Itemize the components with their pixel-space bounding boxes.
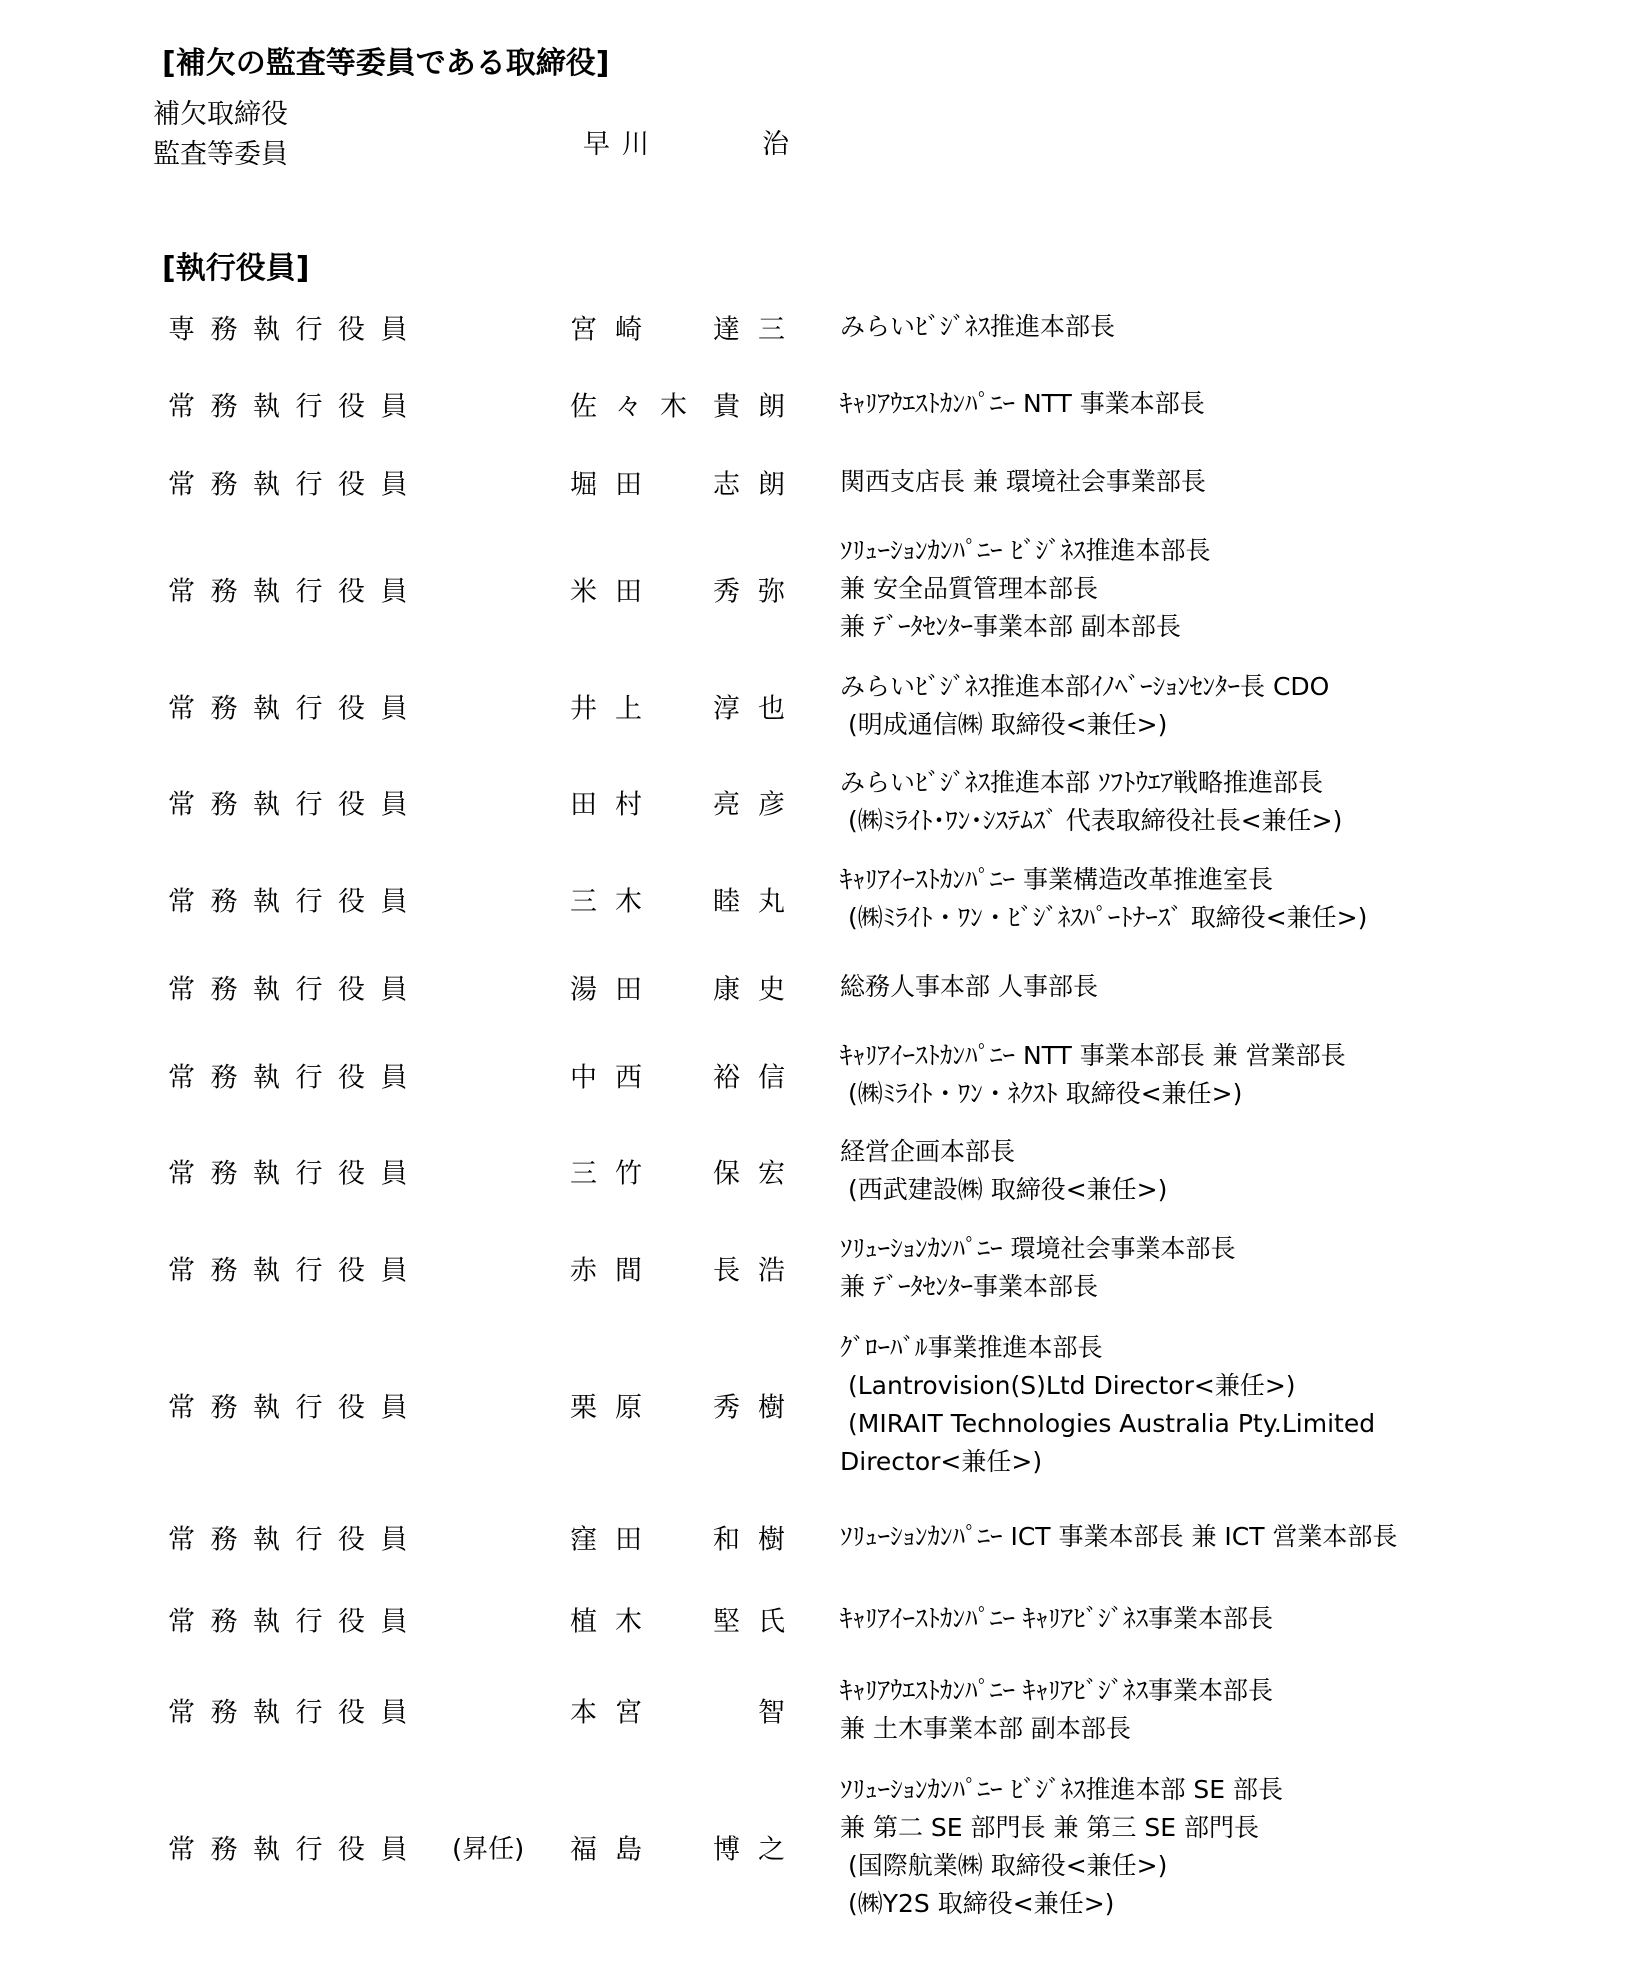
officer-first-name: 智 <box>758 1697 803 1729</box>
officer-first-name: 裕信 <box>713 1062 803 1094</box>
position-line: ｷｬﾘｱｲｰｽﾄｶﾝﾊﾟﾆｰ ｷｬﾘｱﾋﾞｼﾞﾈｽ事業本部長 <box>840 1604 1273 1633</box>
position-line: Director<兼任>) <box>840 1447 1043 1476</box>
officer-title: 常務執行役員 <box>168 1062 423 1094</box>
officer-title: 常務執行役員 <box>168 886 423 918</box>
officer-first-name: 秀樹 <box>713 1392 803 1424</box>
officer-first-name: 堅氏 <box>713 1606 803 1638</box>
officer-first-name: 睦丸 <box>713 886 803 918</box>
position-line: (㈱ﾐﾗｲﾄ・ﾜﾝ・ﾈｸｽﾄ 取締役<兼任>) <box>848 1079 1243 1108</box>
officer-first-name: 志朗 <box>713 469 803 501</box>
position-line: ｸﾞﾛｰﾊﾞﾙ事業推進本部長 <box>840 1333 1103 1362</box>
officer-title: 常務執行役員 <box>168 1524 423 1556</box>
position-line: (Lantrovision(S)Ltd Director<兼任>) <box>848 1371 1296 1400</box>
officer-first-name: 淳也 <box>713 693 803 725</box>
officer-first-name: 和樹 <box>713 1524 803 1556</box>
officer-title: 常務執行役員 <box>168 1158 423 1190</box>
position-line: (MIRAIT Technologies Australia Pty.Limited <box>848 1409 1376 1438</box>
officer-last-name: 米田 <box>570 576 660 608</box>
position-line: 関西支店長 兼 環境社会事業部長 <box>840 467 1206 496</box>
position-line: 兼 ﾃﾞｰﾀｾﾝﾀｰ事業本部長 <box>840 1272 1098 1301</box>
substitute-section-heading: [補欠の監査等委員である取締役] <box>162 46 610 81</box>
officer-last-name: 赤間 <box>570 1255 660 1287</box>
position-line: ｷｬﾘｱｲｰｽﾄｶﾝﾊﾟﾆｰ 事業構造改革推進室長 <box>840 865 1273 894</box>
substitute-role <box>153 95 288 175</box>
officer-positions <box>840 1133 1167 1209</box>
officer-last-name: 中西 <box>570 1062 660 1094</box>
officer-title: 専務執行役員 <box>168 314 423 346</box>
promotion-label: (昇任) <box>452 1834 525 1865</box>
position-line: ｿﾘｭｰｼｮﾝｶﾝﾊﾟﾆｰ 環境社会事業本部長 <box>840 1234 1236 1263</box>
officer-first-name: 博之 <box>713 1834 803 1866</box>
officer-first-name: 保宏 <box>713 1158 803 1190</box>
substitute-first-name: 治 <box>762 129 789 160</box>
substitute-role-line2: 監査等委員 <box>153 139 288 170</box>
officer-title: 常務執行役員 <box>168 1255 423 1287</box>
officer-positions <box>840 1518 1397 1556</box>
position-line: 経営企画本部長 <box>840 1137 1016 1166</box>
officer-positions <box>840 1037 1346 1113</box>
position-line: (西武建設㈱ 取締役<兼任>) <box>848 1175 1168 1204</box>
officer-positions <box>840 668 1329 744</box>
position-line: ｷｬﾘｱｲｰｽﾄｶﾝﾊﾟﾆｰ NTT 事業本部長 兼 営業部長 <box>840 1041 1346 1070</box>
officer-positions <box>840 532 1210 646</box>
officer-first-name: 康史 <box>713 974 803 1006</box>
position-line: (国際航業㈱ 取締役<兼任>) <box>848 1851 1168 1880</box>
position-line: みらいﾋﾞｼﾞﾈｽ推進本部 ｿﾌﾄｳｴｱ戦略推進部長 <box>840 768 1323 797</box>
officer-positions <box>840 764 1342 840</box>
position-line: ｿﾘｭｰｼｮﾝｶﾝﾊﾟﾆｰ ﾋﾞｼﾞﾈｽ推進本部長 <box>840 536 1211 565</box>
position-line: ｷｬﾘｱｳｴｽﾄｶﾝﾊﾟﾆｰ NTT 事業本部長 <box>840 389 1205 418</box>
position-line: ｿﾘｭｰｼｮﾝｶﾝﾊﾟﾆｰ ﾋﾞｼﾞﾈｽ推進本部 SE 部長 <box>840 1775 1284 1804</box>
position-line: ｿﾘｭｰｼｮﾝｶﾝﾊﾟﾆｰ ICT 事業本部長 兼 ICT 営業本部長 <box>840 1522 1398 1551</box>
position-line: ｷｬﾘｱｳｴｽﾄｶﾝﾊﾟﾆｰ ｷｬﾘｱﾋﾞｼﾞﾈｽ事業本部長 <box>840 1676 1273 1705</box>
position-line: 兼 ﾃﾞｰﾀｾﾝﾀｰ事業本部 副本部長 <box>840 612 1181 641</box>
officer-last-name: 福島 <box>570 1834 660 1866</box>
officer-title: 常務執行役員 <box>168 1834 423 1866</box>
officer-positions <box>840 1771 1283 1923</box>
officer-last-name: 佐々木 <box>570 391 705 423</box>
position-line: 総務人事本部 人事部長 <box>840 972 1098 1001</box>
officer-last-name: 宮崎 <box>570 314 660 346</box>
officer-last-name: 窪田 <box>570 1524 660 1556</box>
officer-positions <box>840 385 1205 423</box>
position-line: (㈱Y2S 取締役<兼任>) <box>848 1889 1115 1918</box>
position-line: (㈱ﾐﾗｲﾄ・ﾜﾝ・ﾋﾞｼﾞﾈｽﾊﾟｰﾄﾅｰｽﾞ 取締役<兼任>) <box>848 903 1368 932</box>
officer-last-name: 三竹 <box>570 1158 660 1190</box>
officer-last-name: 栗原 <box>570 1392 660 1424</box>
officer-last-name: 井上 <box>570 693 660 725</box>
position-line: (明成通信㈱ 取締役<兼任>) <box>848 710 1168 739</box>
substitute-role-line1: 補欠取締役 <box>153 99 288 130</box>
officer-first-name: 長浩 <box>713 1255 803 1287</box>
position-line: 兼 土木事業本部 副本部長 <box>840 1714 1131 1743</box>
officer-last-name: 植木 <box>570 1606 660 1638</box>
officer-title: 常務執行役員 <box>168 1392 423 1424</box>
officer-title: 常務執行役員 <box>168 1606 423 1638</box>
position-line: (㈱ﾐﾗｲﾄ･ﾜﾝ･ｼｽﾃﾑｽﾞ 代表取締役社長<兼任>) <box>848 806 1343 835</box>
officer-positions <box>840 308 1115 346</box>
officer-last-name: 湯田 <box>570 974 660 1006</box>
position-line: 兼 第二 SE 部門長 兼 第三 SE 部門長 <box>840 1813 1259 1842</box>
officer-positions <box>840 1230 1235 1306</box>
officer-positions <box>840 463 1206 501</box>
officer-last-name: 堀田 <box>570 469 660 501</box>
position-line: みらいﾋﾞｼﾞﾈｽ推進本部長 <box>840 312 1116 341</box>
position-line: みらいﾋﾞｼﾞﾈｽ推進本部ｲﾉﾍﾞｰｼｮﾝｾﾝﾀｰ長 CDO <box>840 672 1330 701</box>
officer-last-name: 本宮 <box>570 1697 660 1729</box>
officer-positions <box>840 1600 1273 1638</box>
substitute-last-name: 早川 <box>583 129 661 160</box>
officer-first-name: 達三 <box>713 314 803 346</box>
officer-title: 常務執行役員 <box>168 693 423 725</box>
officer-last-name: 三木 <box>570 886 660 918</box>
officer-title: 常務執行役員 <box>168 391 423 423</box>
officer-positions <box>840 1672 1273 1748</box>
officer-title: 常務執行役員 <box>168 974 423 1006</box>
officers-section-heading: [執行役員] <box>162 251 310 286</box>
officer-first-name: 亮彦 <box>713 789 803 821</box>
position-line: 兼 安全品質管理本部長 <box>840 574 1098 603</box>
officer-title: 常務執行役員 <box>168 576 423 608</box>
officer-title: 常務執行役員 <box>168 469 423 501</box>
officer-first-name: 秀弥 <box>713 576 803 608</box>
officer-title: 常務執行役員 <box>168 789 423 821</box>
officer-positions <box>840 1329 1375 1481</box>
officer-positions <box>840 968 1098 1006</box>
officer-first-name: 貴朗 <box>713 391 803 423</box>
officer-last-name: 田村 <box>570 789 660 821</box>
officer-positions <box>840 861 1367 937</box>
officer-title: 常務執行役員 <box>168 1697 423 1729</box>
